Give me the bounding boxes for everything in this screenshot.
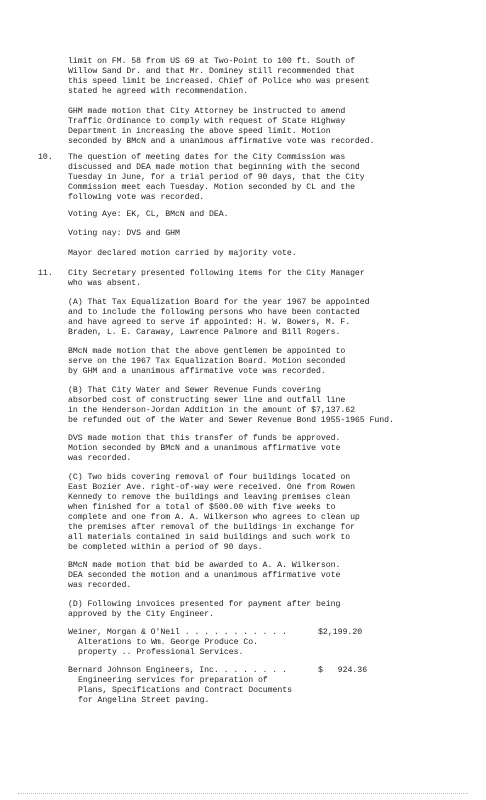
text-line: was recorded. (68, 581, 132, 590)
text-line: was recorded. (68, 454, 132, 463)
text-line: serve on the 1967 Tax Equalization Board. Motion seconded (68, 357, 346, 366)
invoice-description: Plans, Specifications and Contract Documents (78, 686, 292, 695)
text-line: all materials contained in said buildings and such work to (68, 533, 351, 542)
voting-nay: Voting nay: DVS and GHM (68, 229, 180, 238)
text-line: in the Henderson-Jordan Addition in the amount of $7,137.62 (68, 406, 355, 415)
invoice-description: Alterations to Wm. George Produce Co. (78, 638, 258, 647)
text-line: approved by the City Engineer. (68, 610, 214, 619)
text-line: and have agreed to serve if appointed: H. W. Bowers, M. F. (68, 318, 351, 327)
invoice-description: property .. Professional Services. (78, 648, 244, 657)
invoice-description: Engineering services for preparation of (78, 676, 268, 685)
text-line: be refunded out of the Water and Sewer Revenue Bond 1955-1965 Fund. (68, 416, 394, 425)
text-line: following vote was recorded. (68, 193, 205, 202)
text-line: The question of meeting dates for the City Commission was (68, 153, 346, 162)
text-line: Tuesday in June, for a trial period of 90 days, that the City (68, 173, 365, 182)
text-line: be completed within a period of 90 days. (68, 543, 263, 552)
text-line: Department in increasing the above speed limit. Motion (68, 127, 331, 136)
text-line: East Bozier Ave. right-of-way were received. One from Rowen (68, 483, 355, 492)
text-line: City Secretary presented following items for the City Manager (68, 269, 365, 278)
invoice-amount: $ 924.36 (318, 666, 368, 675)
text-line: by GHM and a unanimous affirmative vote was recorded. (68, 367, 326, 376)
mayor-declaration: Mayor declared motion carried by majority vote. (68, 249, 297, 258)
invoice-description: for Angelina Street paving. (78, 696, 210, 705)
text-line: BMcN made motion that the above gentlemen be appointed to (68, 347, 346, 356)
text-line: Motion seconded by BMcN and a unanimous affirmative vote (68, 444, 341, 453)
text-line: the premises after removal of the buildings in exchange for (68, 523, 355, 532)
text-line: DVS made motion that this transfer of funds be approved. (68, 434, 341, 443)
invoice-vendor: Weiner, Morgan & O'Neil . . . . . . . . . . . (68, 628, 287, 637)
text-line: Willow Sand Dr. and that Mr. Dominey still recommended that (68, 67, 355, 76)
text-line: this speed limit be increased. Chief of Police who was present (68, 77, 370, 86)
text-line: complete and one from A. A. Wilkerson who agrees to clean up (68, 513, 360, 522)
text-line: stated he agreed with recommendation. (68, 87, 248, 96)
invoice-amount: $2,199.20 (318, 628, 363, 637)
text-line: (C) Two bids covering removal of four buildings located on (68, 473, 351, 482)
text-line: who was absent. (68, 279, 141, 288)
text-line: absorbed cost of constructing sewer line and outfall line (68, 396, 346, 405)
text-line: (B) That City Water and Sewer Revenue Funds covering (68, 386, 321, 395)
text-line: BMcN made motion that bid be awarded to A. A. Wilkerson. (68, 561, 341, 570)
text-line: discussed and DEA made motion that beginning with the second (68, 163, 360, 172)
text-line: (A) That Tax Equalization Board for the year 1967 be appointed (68, 298, 370, 307)
item-number: 11. (38, 269, 53, 278)
invoice-vendor: Bernard Johnson Engineers, Inc. . . . . . . . (68, 666, 287, 675)
text-line: GHM made motion that City Attorney be instructed to amend (68, 107, 346, 116)
text-line: limit on FM. 58 from US 69 at Two-Point to 100 ft. South of (68, 57, 355, 66)
text-line: when finished for a total of $500.00 with five weeks to (68, 503, 336, 512)
text-line: Traffic Ordinance to comply with request of State Highway (68, 117, 346, 126)
text-line: DEA seconded the motion and a unanimous affirmative vote (68, 571, 341, 580)
text-line: Kennedy to remove the buildings and leaving premises clean (68, 493, 351, 502)
text-line: (D) Following invoices presented for payment after being (68, 600, 341, 609)
text-line: and to include the following persons who have been contacted (68, 308, 360, 317)
item-number: 10. (38, 153, 53, 162)
text-line: Braden, L. E. Caraway, Lawrence Palmore and Bill Rogers. (68, 328, 341, 337)
text-line: Commission meet each Tuesday. Motion seconded by CL and the (68, 183, 355, 192)
voting-aye: Voting Aye: EK, CL, BMcN and DEA. (68, 210, 229, 219)
page-bottom-edge (18, 793, 468, 798)
text-line: seconded by BMcN and a unanimous affirmative vote was recorded. (68, 137, 375, 146)
